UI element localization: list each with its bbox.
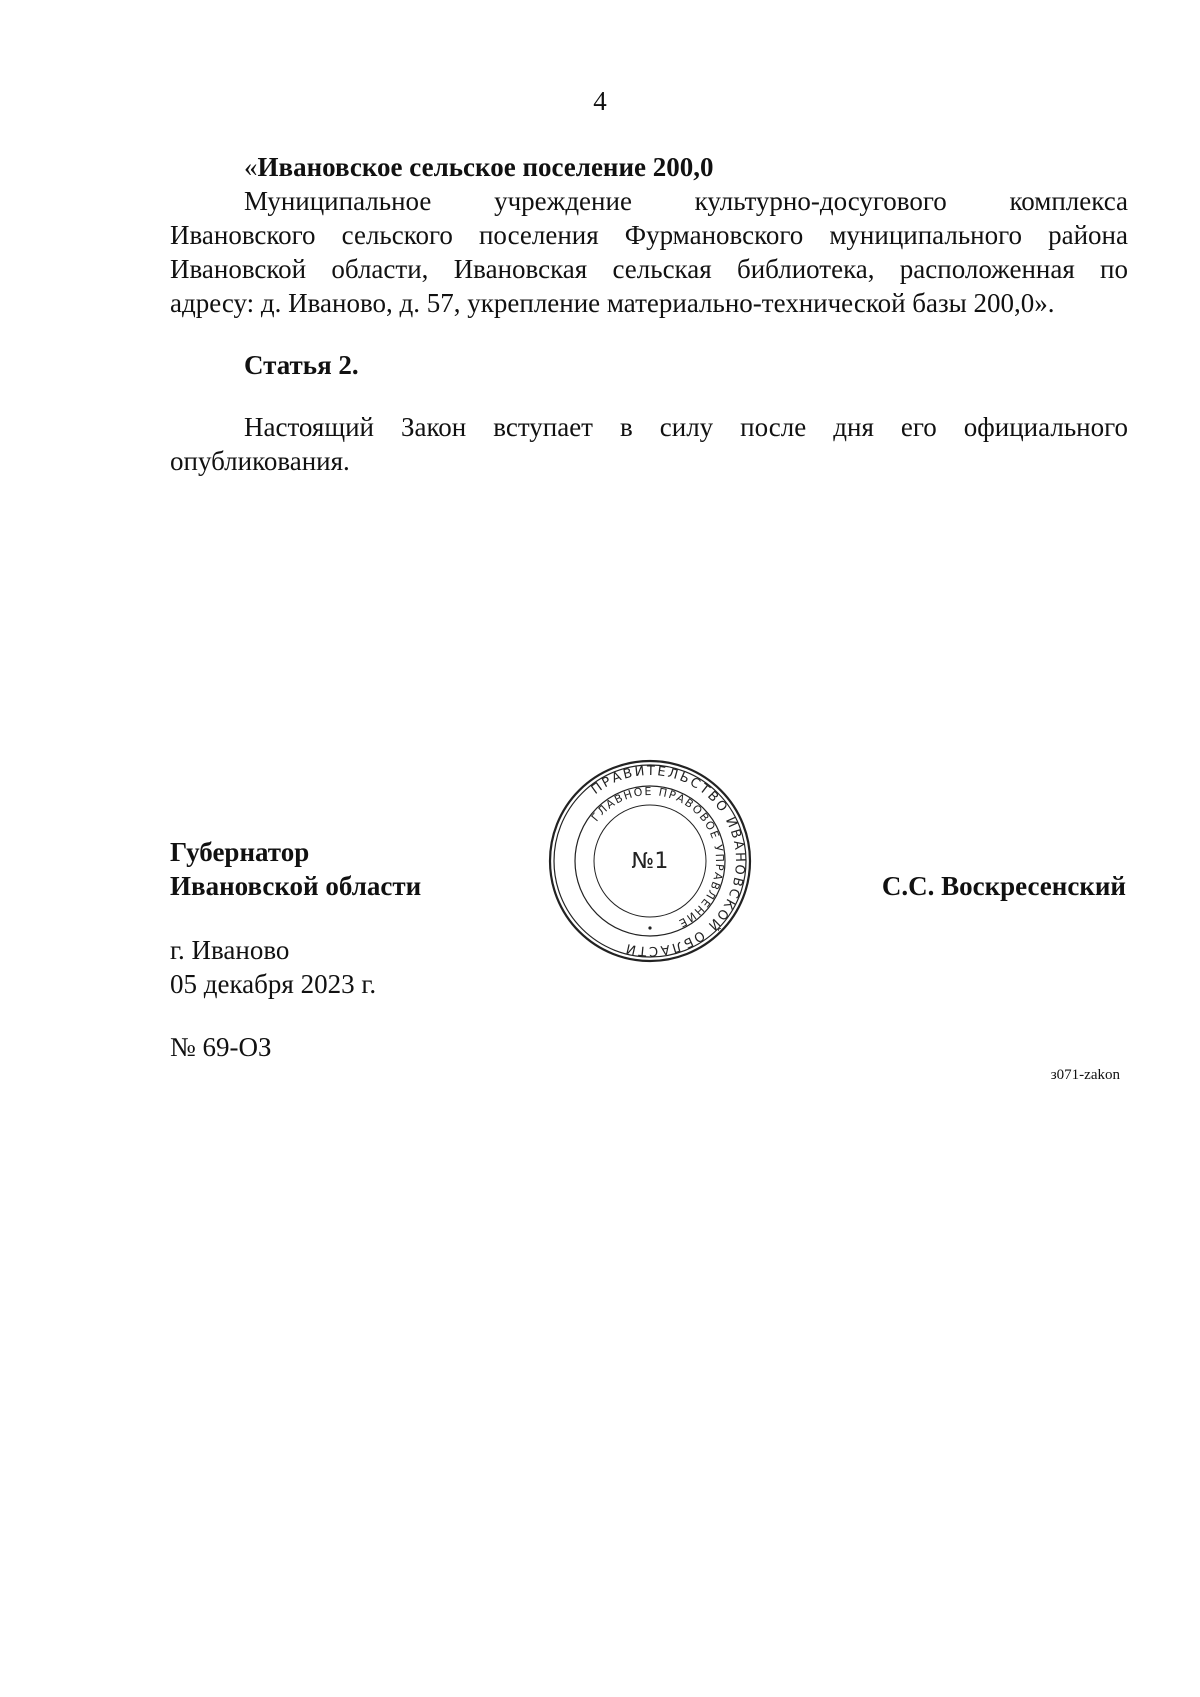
official-stamp xyxy=(548,758,752,964)
document-code: з071-zakon xyxy=(1050,1067,1120,1083)
stamp-inner-text: ГЛАВНОЕ ПРАВОВОЕ УПРАВЛЕНИЕ xyxy=(588,784,727,931)
paragraph-line: Ивановской области, Ивановская сельская библиотека, расположенная по xyxy=(170,254,1128,284)
stamp-center-number: №1 xyxy=(631,849,669,874)
law-number: № 69-ОЗ xyxy=(170,1032,272,1062)
signatory-position-line2: Ивановской области xyxy=(170,871,422,901)
paragraph-line: Ивановского сельского поселения Фурмановского муниципального района xyxy=(170,220,1128,250)
stamp-outer-text: ПРАВИТЕЛЬСТВО ИВАНОВСКОЙ ОБЛАСТИ xyxy=(588,763,748,959)
place: г. Иваново xyxy=(170,935,290,965)
paragraph-line: Муниципальное учреждение культурно-досугового комплекса xyxy=(244,186,1128,216)
signatory-position-line1: Губернатор xyxy=(170,837,310,867)
article-line: Настоящий Закон вступает в силу после дня его официального xyxy=(244,412,1128,442)
signatory-name: С.С. Воскресенский xyxy=(881,871,1126,901)
article-title: Статья 2. xyxy=(244,350,359,380)
date: 05 декабря 2023 г. xyxy=(170,969,377,999)
paragraph-line: адресу: д. Иваново, д. 57, укрепление материально-технической базы 200,0». xyxy=(170,288,1055,318)
section-heading-text: Ивановское сельское поселение 200,0 xyxy=(257,152,714,182)
heading-open-quote: « xyxy=(244,152,258,182)
section-heading xyxy=(244,150,714,184)
article-line: опубликования. xyxy=(170,446,350,476)
page-number: 4 xyxy=(593,86,607,116)
